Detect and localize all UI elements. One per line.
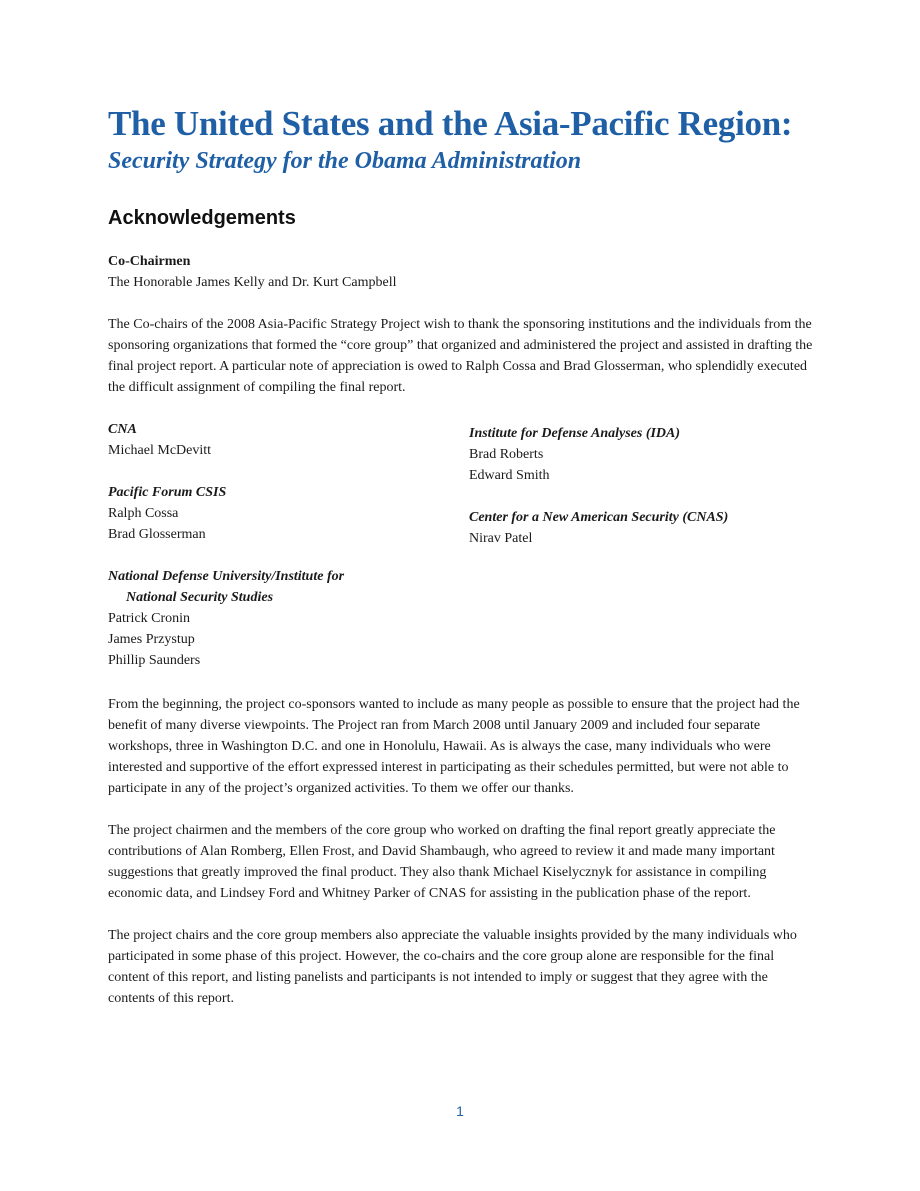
intro-paragraph bbox=[108, 314, 814, 398]
org-entry bbox=[469, 507, 809, 549]
org-entry bbox=[108, 419, 448, 461]
org-entry bbox=[108, 566, 448, 671]
org-entry bbox=[108, 482, 448, 545]
member-name: Brad Roberts bbox=[469, 447, 544, 462]
body-paragraph-text: The project chairmen and the members of the core group who worked on drafting the final report greatly appreciate the contributions of Alan Romberg, Ellen Frost, and David Shambaugh, who agreed to review it and made many important suggestions that greatly improved the final product. They also thank Michael Kiselycznyk for assistance in compiling economic data, and Lindsey Ford and Whitney Parker of CNAS for assisting in the publication phase of the report. bbox=[108, 823, 776, 901]
left-column bbox=[108, 419, 448, 671]
intro-paragraph-text: The Co-chairs of the 2008 Asia-Pacific Strategy Project wish to thank the sponsoring institutions and the individuals from the sponsoring organizations that formed the “core group” that organized and administered the project and assisted in drafting the final project report. A particular note of appreciation is owed to Ralph Cossa and Brad Glosserman, who splendidly executed the difficult assignment of compiling the final report. bbox=[108, 317, 813, 395]
page-number: 1 bbox=[456, 1103, 464, 1119]
report-title: The United States and the Asia-Pacific Region: bbox=[108, 104, 793, 143]
member-name: James Przystup bbox=[108, 632, 195, 647]
org-name: CNA bbox=[108, 422, 137, 437]
cochairmen-names: The Honorable James Kelly and Dr. Kurt Campbell bbox=[108, 275, 397, 290]
org-entry bbox=[469, 423, 809, 486]
member-name: Phillip Saunders bbox=[108, 653, 201, 668]
body-paragraph-text: From the beginning, the project co-sponsors wanted to include as many people as possible to ensure that the project had the benefit of many diverse viewpoints. The Project ran from March 2008 until January 2009 and included four separate workshops, three in Washington D.C. and one in Honolulu, Hawaii. As is always the case, many individuals who were interested and supportive of the effort expressed interest in participating as their schedules permitted, but were not able to participate in any of the project’s organized activities. To them we offer our thanks. bbox=[108, 697, 800, 796]
org-name: Institute for Defense Analyses (IDA) bbox=[469, 426, 681, 441]
body-paragraph-text: The project chairs and the core group members also appreciate the valuable insights provided by the many individuals who participated in some phase of this project. However, the co-chairs and the core group alone are responsible for the final content of this report, and listing panelists and participants is not intended to imply or suggest that they agree with the contents of this report. bbox=[108, 928, 797, 1006]
org-name: National Defense University/Institute for bbox=[108, 569, 345, 584]
body-paragraph bbox=[108, 925, 814, 1009]
member-name: Michael McDevitt bbox=[108, 443, 212, 458]
member-name: Patrick Cronin bbox=[108, 611, 191, 626]
org-name-continued: National Security Studies bbox=[126, 590, 274, 605]
member-name: Ralph Cossa bbox=[108, 506, 179, 521]
body-paragraph bbox=[108, 820, 814, 904]
member-name: Nirav Patel bbox=[469, 531, 533, 546]
cochairmen-block bbox=[108, 251, 814, 293]
report-subtitle: Security Strategy for the Obama Administration bbox=[108, 148, 582, 174]
right-column bbox=[469, 423, 809, 549]
body-paragraph bbox=[108, 694, 814, 799]
org-name: Pacific Forum CSIS bbox=[108, 485, 227, 500]
cochairmen-label: Co-Chairmen bbox=[108, 254, 191, 269]
org-name: Center for a New American Security (CNAS) bbox=[469, 510, 729, 525]
member-name: Brad Glosserman bbox=[108, 527, 206, 542]
section-heading: Acknowledgements bbox=[108, 207, 296, 229]
member-name: Edward Smith bbox=[469, 468, 550, 483]
